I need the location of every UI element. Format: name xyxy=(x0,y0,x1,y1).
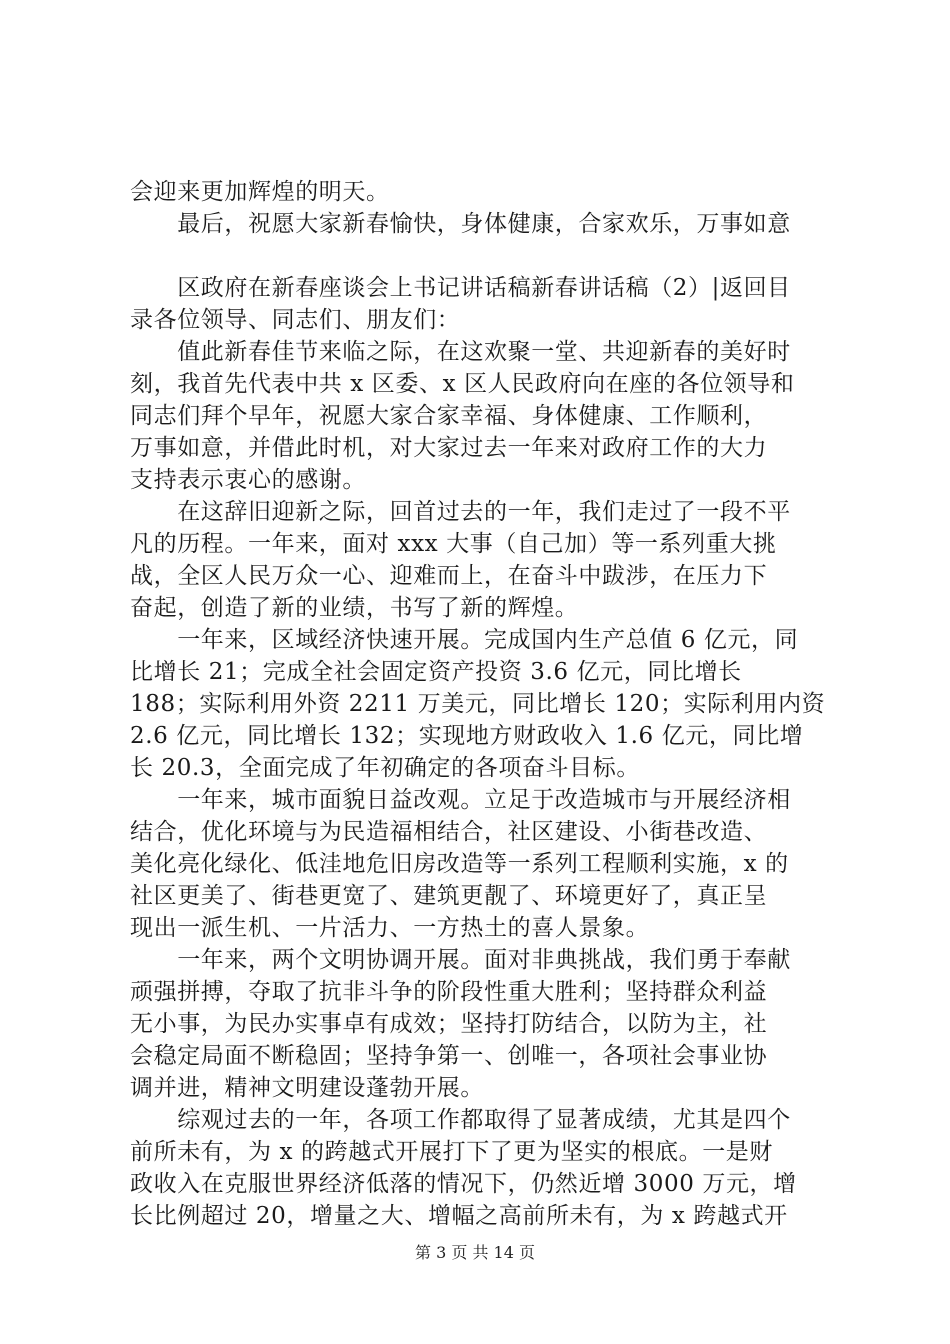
text-line: 值此新春佳节来临之际，在这欢聚一堂、共迎新春的美好时 xyxy=(130,339,791,365)
text-line: 会稳定局面不断稳固；坚持争第一、创唯一，各项社会事业协 xyxy=(130,1043,768,1069)
page-number-footer: 第 3 页 共 14 页 xyxy=(415,1243,535,1262)
text-line: 万事如意，并借此时机，对大家过去一年来对政府工作的大力 xyxy=(130,435,768,461)
text-line: 战，全区人民万众一心、迎难而上，在奋斗中跋涉，在压力下 xyxy=(130,563,768,589)
text-line: 顽强拼搏，夺取了抗非斗争的阶段性重大胜利；坚持群众利益 xyxy=(130,979,768,1005)
text-line: 前所未有，为 x 的跨越式开展打下了更为坚实的根底。一是财 xyxy=(130,1139,773,1165)
text-line: 长比例超过 20，增量之大、增幅之高前所未有，为 x 跨越式开 xyxy=(130,1203,788,1229)
text-line: 调并进，精神文明建设蓬勃开展。 xyxy=(130,1075,484,1101)
text-line: 会迎来更加辉煌的明天。 xyxy=(130,179,390,205)
text-line: 现出一派生机、一片活力、一方热土的喜人景象。 xyxy=(130,915,650,941)
text-line: 综观过去的一年，各项工作都取得了显著成绩，尤其是四个 xyxy=(130,1107,791,1133)
text-line: 支持表示衷心的感谢。 xyxy=(130,467,366,493)
text-line: 在这辞旧迎新之际，回首过去的一年，我们走过了一段不平 xyxy=(130,499,791,525)
text-line: 凡的历程。一年来，面对 xxx 大事（自己加）等一系列重大挑 xyxy=(130,531,777,557)
text-line: 奋起，创造了新的业绩，书写了新的辉煌。 xyxy=(130,595,579,621)
text-line: 刻，我首先代表中共 x 区委、x 区人民政府向在座的各位领导和 xyxy=(130,371,795,397)
text-line: 一年来，两个文明协调开展。面对非典挑战，我们勇于奉献 xyxy=(130,947,791,973)
text-line: 同志们拜个早年，祝愿大家合家幸福、身体健康、工作顺利， xyxy=(130,403,768,429)
text-line: 最后，祝愿大家新春愉快，身体健康，合家欢乐，万事如意 xyxy=(130,211,791,237)
text-line: 比增长 21；完成全社会固定资产投资 3.6 亿元，同比增长 xyxy=(130,659,742,685)
text-line: 一年来，区域经济快速开展。完成国内生产总值 6 亿元，同 xyxy=(130,627,799,653)
text-line: 社区更美了、街巷更宽了、建筑更靓了、环境更好了，真正呈 xyxy=(130,883,768,909)
text-line: 一年来，城市面貌日益改观。立足于改造城市与开展经济相 xyxy=(130,787,791,813)
text-line: 2.6 亿元，同比增长 132；实现地方财政收入 1.6 亿元，同比增 xyxy=(130,723,804,749)
text-line: 结合，优化环境与为民造福相结合，社区建设、小街巷改造、 xyxy=(130,819,768,845)
text-line: 无小事，为民办实事卓有成效；坚持打防结合，以防为主，社 xyxy=(130,1011,768,1037)
section-heading-line: 区政府在新春座谈会上书记讲话稿新春讲话稿（2）|返回目 xyxy=(130,275,791,301)
text-line: 录各位领导、同志们、朋友们： xyxy=(130,307,461,333)
text-line: 美化亮化绿化、低洼地危旧房改造等一系列工程顺利实施，x 的 xyxy=(130,851,789,877)
text-line: 长 20.3，全面完成了年初确定的各项奋斗目标。 xyxy=(130,755,640,781)
text-line: 188；实际利用外资 2211 万美元，同比增长 120；实际利用内资 xyxy=(130,691,826,717)
text-line: 政收入在克服世界经济低落的情况下，仍然近增 3000 万元，增 xyxy=(130,1171,797,1197)
